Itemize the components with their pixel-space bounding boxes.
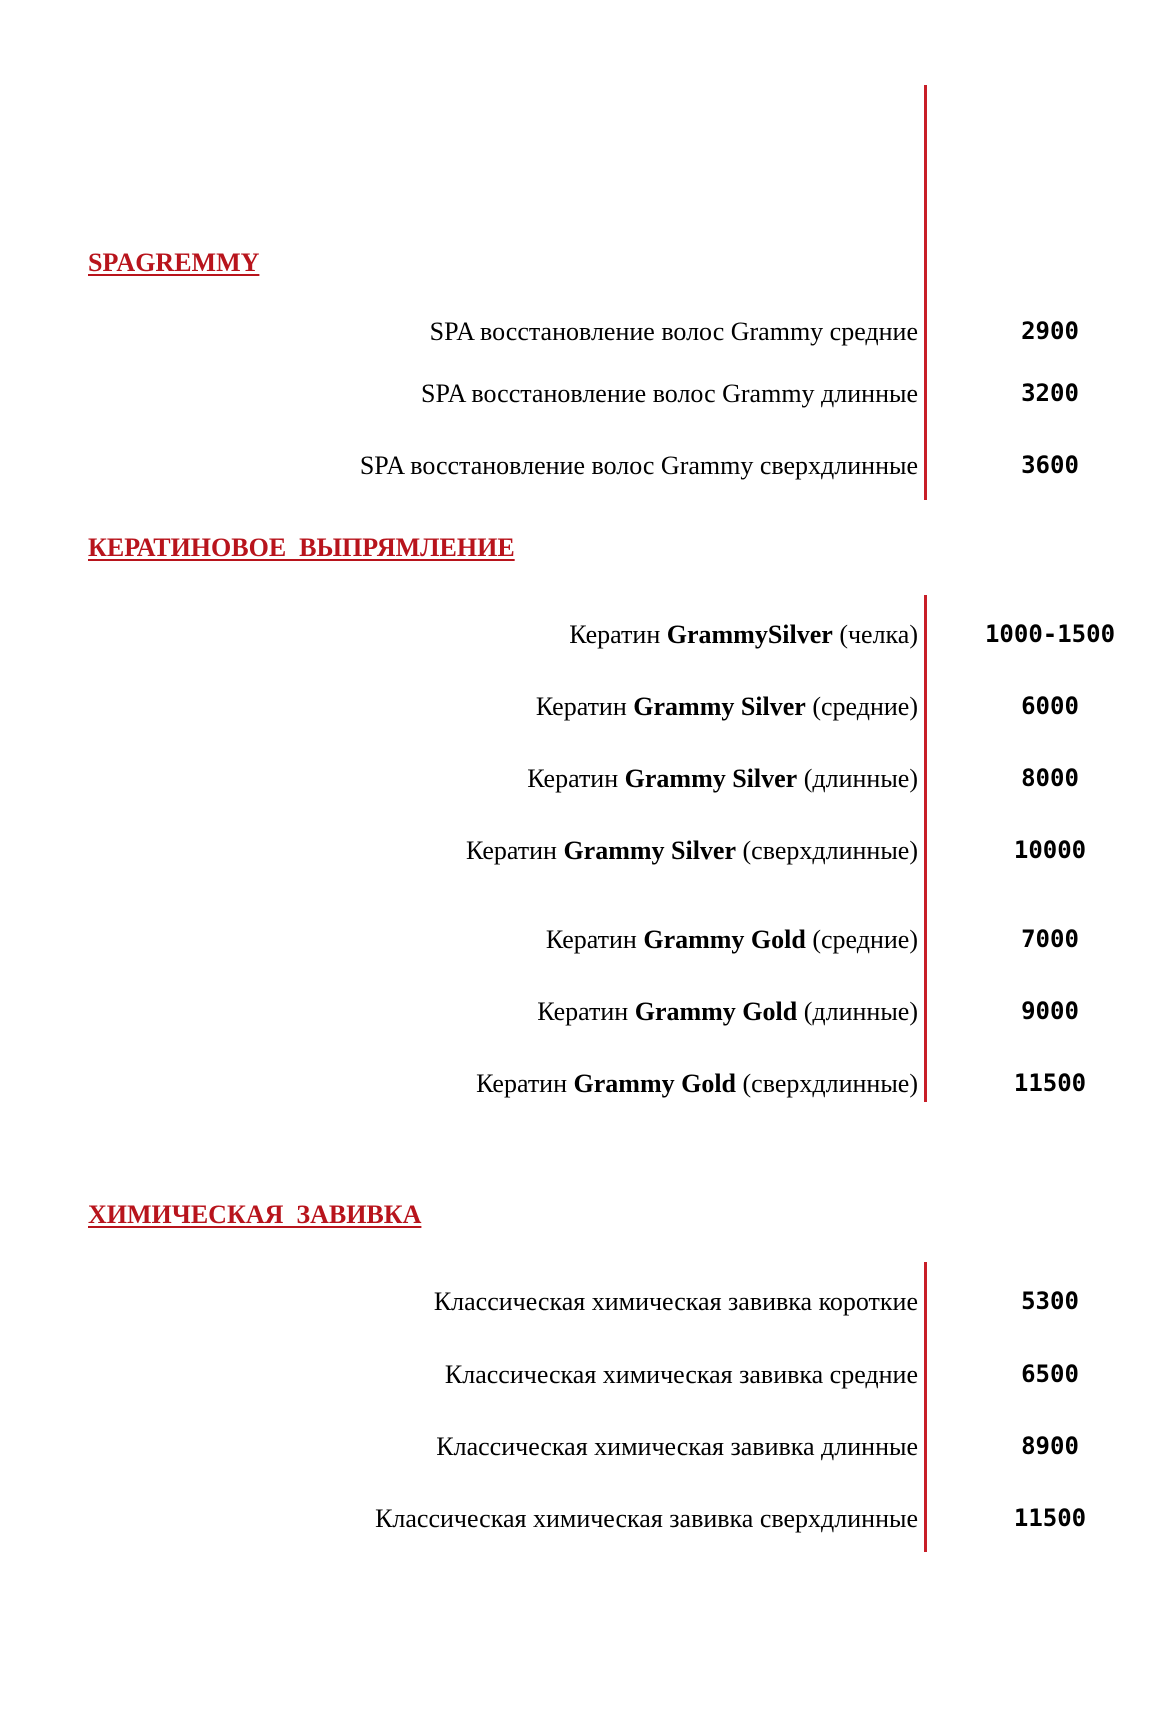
service-name: Кератин Grammy Silver (длинные) [527,764,918,793]
service-price: 2900 [1021,317,1079,345]
service-name: Кератин Grammy Gold (длинные) [537,997,918,1026]
brand-name: Grammy Gold [643,925,806,954]
service-price: 6000 [1021,692,1079,720]
brand-name: Grammy Silver [624,764,798,793]
price-row [0,755,1153,795]
section-title-keratin: КЕРАТИНОВОЕ ВЫПРЯМЛЕНИЕ [88,533,515,562]
service-price: 8000 [1021,764,1079,792]
price-row [0,370,1153,410]
brand-name: Grammy Gold [573,1069,737,1098]
service-price: 1000-1500 [984,620,1116,648]
service-name: SPA восстановление волос Grammy средние [429,317,918,346]
service-name: Кератин Grammy Gold (сверхдлинные) [476,1069,918,1098]
service-price: 7000 [1021,925,1079,953]
service-price: 11500 [1013,1069,1087,1097]
price-row [0,1351,1153,1391]
price-row [0,827,1153,867]
price-row [0,916,1153,956]
brand-name: Grammy Gold [634,997,798,1026]
service-name: SPA восстановление волос Grammy длинные [421,379,918,408]
price-row [0,1495,1153,1535]
service-name: Кератин Grammy Silver (средние) [535,692,918,721]
service-price: 5300 [1021,1287,1079,1315]
price-row [0,611,1153,651]
section-title-spa: SPAGREMMY [88,248,260,277]
price-row [0,308,1153,348]
service-name: Классическая химическая завивка короткие [433,1287,918,1316]
service-name: Классическая химическая завивка сверхдлинные [375,1504,918,1533]
section-title-perm: ХИМИЧЕСКАЯ ЗАВИВКА [88,1200,422,1229]
price-row [0,988,1153,1028]
service-price: 10000 [1013,836,1087,864]
price-row [0,1060,1153,1100]
service-price: 3600 [1021,451,1079,479]
service-price: 8900 [1021,1432,1079,1460]
service-price: 6500 [1021,1360,1079,1388]
divider-line-spa [924,85,927,500]
brand-name: Grammy Silver [563,836,737,865]
service-name: Кератин GrammySilver (челка) [569,620,918,649]
price-row [0,442,1153,482]
service-name: Классическая химическая завивка длинные [436,1432,918,1461]
price-row [0,683,1153,723]
service-price: 11500 [1013,1504,1087,1532]
service-price: 3200 [1021,379,1079,407]
service-price: 9000 [1021,997,1079,1025]
service-name: Кератин Grammy Silver (сверхдлинные) [465,836,918,865]
price-row [0,1423,1153,1463]
service-name: SPA восстановление волос Grammy сверхдлинные [359,451,918,480]
brand-name: GrammySilver [666,620,833,649]
price-row [0,1278,1153,1318]
service-name: Кератин Grammy Gold (средние) [545,925,918,954]
service-name: Классическая химическая завивка средние [444,1360,918,1389]
brand-name: Grammy Silver [633,692,806,721]
